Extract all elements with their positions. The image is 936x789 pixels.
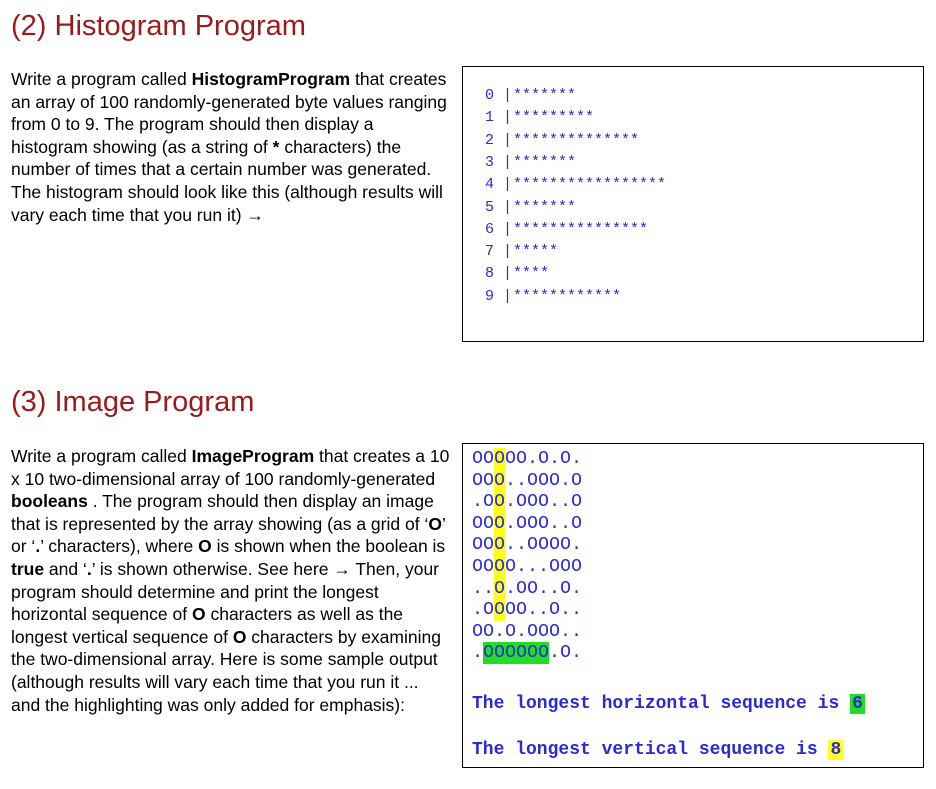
grid-cell: .	[505, 513, 516, 534]
grid-cell: O	[483, 492, 494, 513]
grid-cell: O	[494, 557, 505, 577]
grid-cell: O	[549, 621, 560, 642]
grid-cell: .	[571, 578, 582, 599]
grid-row	[472, 642, 582, 664]
histogram-row-stars: ************	[513, 287, 622, 305]
grid-cell: .	[527, 600, 538, 621]
histogram-row-stars: ***************	[513, 220, 649, 238]
grid-cell: .	[549, 513, 560, 534]
histogram-row	[485, 107, 594, 129]
grid-cell: .	[527, 557, 538, 577]
grid-cell: .	[505, 535, 516, 556]
grid-cell: O	[549, 470, 560, 491]
histogram-row-separator: |	[503, 176, 513, 194]
grid-row	[472, 448, 582, 470]
grid-cell: O	[472, 449, 483, 469]
grid-cell: .	[549, 492, 560, 513]
grid-cell: O	[516, 449, 527, 469]
histogram-program-name: HistogramProgram	[191, 69, 351, 89]
grid-cell: O	[494, 600, 505, 621]
grid-cell: O	[538, 621, 549, 642]
histogram-row-number: 5	[485, 198, 495, 216]
histogram-row	[485, 85, 576, 107]
grid-cell: O	[538, 643, 549, 664]
grid-cell: O	[483, 621, 494, 642]
grid-cell: O	[560, 449, 571, 469]
grid-cell: .	[472, 578, 483, 599]
histogram-row-number: 2	[485, 131, 495, 149]
grid-cell: .	[560, 600, 571, 621]
histogram-row-stars: *****	[513, 243, 559, 261]
grid-cell: .	[560, 470, 571, 491]
histogram-row-separator: |	[503, 131, 513, 149]
grid-cell: O	[560, 557, 571, 577]
grid-cell: O	[560, 643, 571, 664]
grid-cell: O	[483, 557, 494, 577]
grid-cell: O	[527, 578, 538, 599]
grid-cell: .	[538, 557, 549, 577]
grid-cell: .	[472, 492, 483, 513]
grid-cell: O	[494, 513, 505, 534]
histogram-row-number: 6	[485, 220, 495, 238]
grid-cell: .	[472, 643, 483, 664]
grid-cell: O	[527, 470, 538, 491]
image-program-name: ImageProgram	[191, 446, 315, 466]
grid-cell: O	[472, 513, 483, 534]
horizontal-result: The longest horizontal sequence is 6	[472, 694, 863, 714]
grid-cell: O	[571, 492, 582, 513]
grid-cell: .	[571, 535, 582, 556]
section2-title: (2) Histogram Program	[11, 10, 306, 42]
grid-cell: O	[483, 643, 494, 664]
grid-cell: O	[494, 578, 505, 599]
histogram-row	[485, 152, 576, 174]
histogram-row-separator: |	[503, 109, 513, 127]
grid-cell: O	[472, 470, 483, 491]
grid-cell: .	[560, 492, 571, 513]
grid-cell: O	[571, 513, 582, 534]
grid-cell: O	[549, 535, 560, 556]
histogram-row	[485, 263, 549, 285]
grid-cell: O	[483, 600, 494, 621]
histogram-row-number: 9	[485, 287, 495, 305]
grid-row	[472, 534, 582, 556]
grid-cell: O	[527, 621, 538, 642]
grid-cell: .	[538, 578, 549, 599]
histogram-output-box	[462, 66, 924, 342]
image-output-box	[462, 443, 924, 768]
grid-cell: .	[527, 449, 538, 469]
grid-row	[472, 491, 582, 513]
grid-cell: O	[494, 470, 505, 491]
histogram-row	[485, 130, 639, 152]
horizontal-value: 6	[852, 694, 863, 714]
grid-cell: O	[472, 621, 483, 642]
grid-cell: O	[560, 535, 571, 556]
grid-cell: O	[494, 535, 505, 556]
histogram-row-number: 7	[485, 243, 495, 261]
grid-cell: O	[560, 578, 571, 599]
histogram-row-stars: *******	[513, 198, 577, 216]
grid-cell: O	[538, 513, 549, 534]
grid-cell: O	[494, 492, 505, 513]
grid-row	[472, 513, 582, 535]
grid-cell: O	[516, 513, 527, 534]
histogram-row-separator: |	[503, 153, 513, 171]
grid-cell: .	[560, 513, 571, 534]
histogram-row-stars: *********	[513, 109, 595, 127]
grid-row	[472, 470, 582, 492]
image-description: Write a program called ImageProgram that creates a 10 x 10 two-dimensional array of 100 randomly-generated booleans . The program should then display an image that is represented by the array showing (as a grid of ‘O’ or ‘.’ characters), where O is shown when the boolean is true and ‘.’ is shown otherwise. See here → Then, your program should determine and print the longest horizontal sequence of O characters as well as the longest vertical sequence of O characters by examining the two-dimensional array. Here is some sample output (although results will vary each time that you run it ... and the highlighting was only added for emphasis):	[11, 446, 450, 715]
histogram-row-stars: *******	[513, 153, 577, 171]
grid-cell: O	[483, 470, 494, 491]
grid-cell: O	[472, 535, 483, 556]
histogram-description: Write a program called HistogramProgram that creates an array of 100 randomly-generated byte values ranging from 0 to 9. The program should then display a histogram showing (as a string of * characters) the number of times that a certain number was generated. The histogram should look like this (although results will vary each time that you run it) →	[11, 69, 447, 225]
grid-cell: O	[571, 557, 582, 577]
grid-cell: O	[516, 600, 527, 621]
grid-cell: .	[494, 621, 505, 642]
histogram-row-number: 1	[485, 109, 495, 127]
grid-cell: .	[549, 578, 560, 599]
grid-cell: O	[527, 535, 538, 556]
grid-row	[472, 556, 582, 578]
grid-cell: O	[527, 643, 538, 664]
grid-row	[472, 621, 582, 643]
histogram-row-stars: *******	[513, 87, 577, 104]
grid-cell: .	[571, 643, 582, 664]
histogram-row-stars: *****************	[513, 176, 667, 194]
grid-cell: O	[494, 449, 505, 469]
grid-cell: O	[538, 449, 549, 469]
grid-cell: O	[505, 449, 516, 469]
grid-cell: O	[505, 557, 516, 577]
grid-cell: O	[505, 621, 516, 642]
histogram-row-number: 3	[485, 153, 495, 171]
grid-cell: .	[571, 621, 582, 642]
grid-cell: .	[505, 578, 516, 599]
grid-cell: O	[571, 470, 582, 491]
grid-cell: O	[516, 578, 527, 599]
grid-cell: O	[549, 557, 560, 577]
grid-cell: .	[571, 600, 582, 621]
histogram-row-number: 8	[485, 265, 495, 283]
grid-cell: O	[483, 449, 494, 469]
grid-cell: .	[505, 492, 516, 513]
grid-cell: .	[538, 600, 549, 621]
grid-cell: O	[538, 492, 549, 513]
grid-cell: .	[516, 535, 527, 556]
histogram-row-number: 4	[485, 176, 495, 194]
grid-cell: .	[549, 643, 560, 664]
grid-cell: O	[538, 470, 549, 491]
grid-cell: O	[483, 535, 494, 556]
grid-cell: .	[472, 600, 483, 621]
grid-cell: O	[538, 535, 549, 556]
grid-cell: .	[516, 470, 527, 491]
histogram-row-separator: |	[503, 243, 513, 261]
grid-cell: O	[505, 643, 516, 664]
grid-cell: .	[560, 621, 571, 642]
grid-cell: O	[549, 600, 560, 621]
histogram-row	[485, 219, 648, 241]
section3-title: (3) Image Program	[11, 386, 255, 418]
grid-cell: .	[549, 449, 560, 469]
vertical-value: 8	[830, 740, 842, 760]
grid-cell: .	[516, 557, 527, 577]
grid-cell: O	[505, 600, 516, 621]
vertical-result: The longest vertical sequence is 8	[472, 740, 842, 760]
grid-cell: O	[527, 492, 538, 513]
histogram-row	[485, 174, 666, 196]
histogram-row-separator: |	[503, 287, 513, 305]
histogram-row	[485, 197, 576, 219]
grid-cell: O	[516, 643, 527, 664]
histogram-row	[485, 286, 621, 308]
grid-cell: .	[483, 578, 494, 599]
histogram-row-separator: |	[503, 265, 513, 283]
grid-cell: O	[527, 513, 538, 534]
histogram-row-stars: **************	[513, 131, 640, 149]
histogram-row-separator: |	[503, 198, 513, 216]
grid-cell: O	[516, 492, 527, 513]
grid-row	[472, 599, 582, 621]
grid-cell: .	[516, 621, 527, 642]
grid-cell: O	[472, 557, 483, 577]
grid-cell: O	[494, 643, 505, 664]
histogram-row	[485, 241, 558, 263]
histogram-row-number: 0	[485, 87, 495, 104]
histogram-row-separator: |	[503, 220, 513, 238]
grid-cell: O	[483, 513, 494, 534]
histogram-row-separator: |	[503, 87, 513, 104]
grid-row	[472, 578, 582, 600]
grid-cell: .	[571, 449, 582, 469]
histogram-row-stars: ****	[513, 265, 550, 283]
grid-cell: .	[505, 470, 516, 491]
